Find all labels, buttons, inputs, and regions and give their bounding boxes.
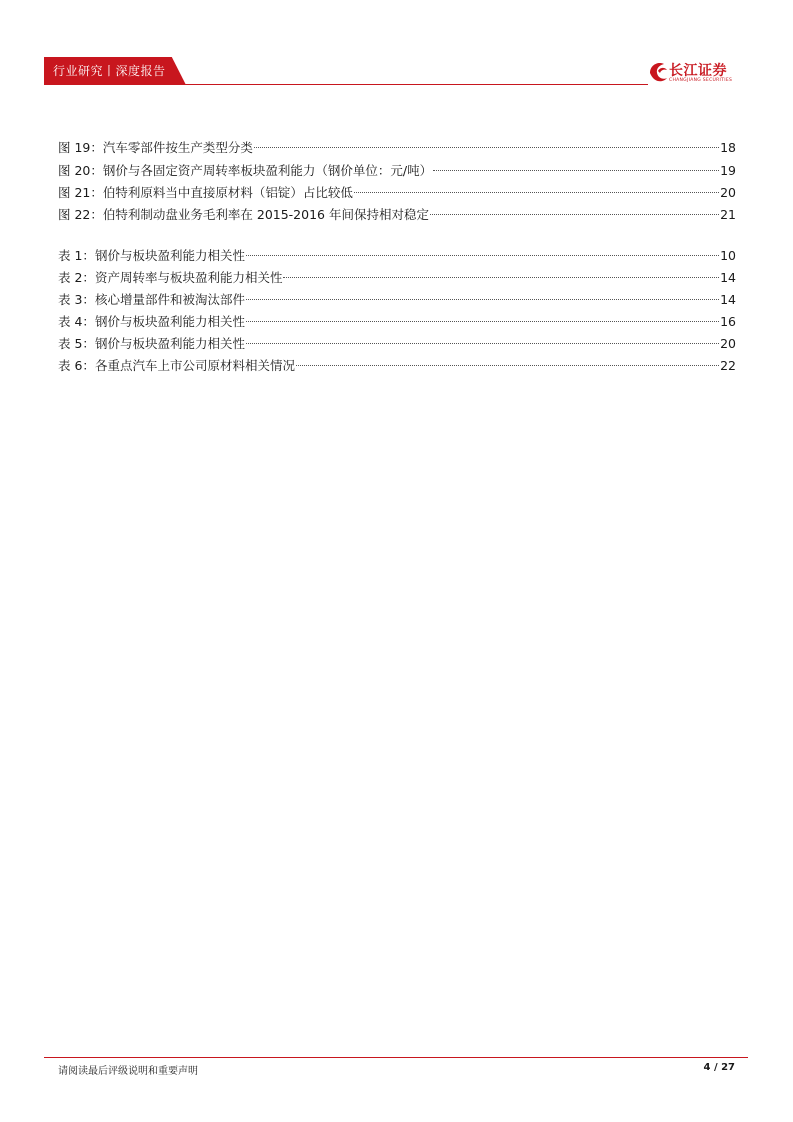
dot-leader [246, 242, 719, 260]
toc-entry-page: 20 [720, 336, 736, 351]
toc-entry-page: 14 [720, 270, 736, 285]
toc-entry-prefix: 表 6： [58, 358, 95, 373]
toc-entry-prefix: 图 22： [58, 207, 103, 222]
toc-entry-figure-22[interactable] [58, 201, 736, 222]
toc-entry-page: 22 [720, 358, 736, 373]
toc-entry-table-2[interactable] [58, 264, 736, 285]
page-indicator: 4 / 27 [703, 1062, 735, 1073]
dot-leader [254, 134, 719, 152]
toc-entry-title: 汽车零部件按生产类型分类 [102, 140, 253, 155]
dot-leader [283, 264, 719, 282]
toc-entry-prefix: 表 4： [58, 314, 95, 329]
toc-entry-prefix: 表 3： [58, 292, 95, 307]
toc-entry-title: 钢价与各固定资产周转率板块盈利能力（钢价单位：元/吨） [102, 163, 433, 178]
toc-entry-table-1[interactable] [58, 242, 736, 263]
toc-entry-prefix: 表 5： [58, 336, 95, 351]
dot-leader [246, 308, 719, 326]
toc-entry-table-4[interactable] [58, 308, 736, 329]
toc-entry-table-3[interactable] [58, 286, 736, 307]
dot-leader [246, 286, 719, 304]
toc-entry-page: 10 [720, 248, 736, 263]
toc-entry-prefix: 图 21： [58, 185, 103, 200]
toc-entry-page: 18 [720, 140, 736, 155]
header-tab-label: 行业研究丨深度报告 [53, 64, 166, 78]
footer-disclaimer: 请阅读最后评级说明和重要声明 [58, 1066, 198, 1077]
toc-entry-title: 伯特利原料当中直接原材料（铝锭）占比较低 [102, 185, 353, 200]
dot-leader [430, 201, 719, 219]
toc-entry-figure-20[interactable] [58, 157, 736, 178]
footer-rule [44, 1057, 748, 1058]
toc-entry-figure-19[interactable] [58, 134, 736, 155]
toc-entry-title: 钢价与板块盈利能力相关性 [94, 314, 245, 329]
dot-leader [433, 157, 719, 175]
toc-entry-table-6[interactable] [58, 352, 736, 373]
toc-entry-table-5[interactable] [58, 330, 736, 351]
logo-mark [650, 63, 667, 81]
dot-leader [354, 179, 719, 197]
logo-name: 长江证券 [669, 63, 727, 79]
toc-entry-title: 钢价与板块盈利能力相关性 [94, 336, 245, 351]
logo-subtitle: CHANGJIANG SECURITIES [669, 78, 733, 83]
toc-entry-page: 14 [720, 292, 736, 307]
toc-entry-page: 19 [720, 163, 736, 178]
toc-entry-title: 资产周转率与板块盈利能力相关性 [94, 270, 283, 285]
toc-entry-title: 伯特利制动盘业务毛利率在 2015-2016 年间保持相对稳定 [102, 207, 429, 222]
toc-entry-prefix: 表 1： [58, 248, 95, 263]
toc-entry-title: 核心增量部件和被淘汰部件 [94, 292, 245, 307]
toc-entry-figure-21[interactable] [58, 179, 736, 200]
toc-entry-page: 21 [720, 207, 736, 222]
toc-entry-title: 钢价与板块盈利能力相关性 [94, 248, 245, 263]
dot-leader [246, 330, 719, 348]
dot-leader [296, 352, 719, 370]
toc-entry-prefix: 图 19： [58, 140, 103, 155]
toc-entry-page: 16 [720, 314, 736, 329]
toc-entry-page: 20 [720, 185, 736, 200]
toc-entry-prefix: 图 20： [58, 163, 103, 178]
header-rule [44, 84, 648, 85]
toc-entry-prefix: 表 2： [58, 270, 95, 285]
toc-entry-title: 各重点汽车上市公司原材料相关情况 [94, 358, 295, 373]
